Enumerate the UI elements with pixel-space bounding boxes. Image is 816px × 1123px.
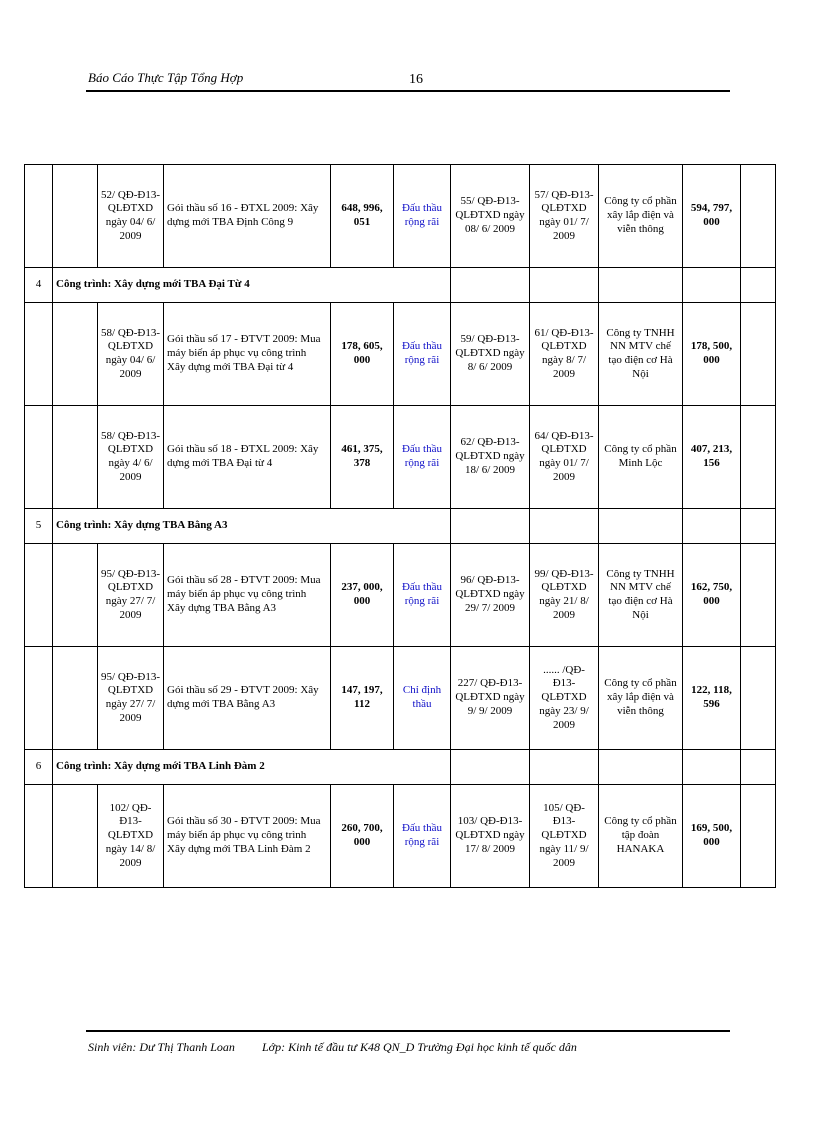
- empty-cell: [53, 647, 98, 750]
- selection-method: Chỉ định thầu: [394, 647, 451, 750]
- approval-decision: 102/ QĐ-Đ13-QLĐTXD ngày 14/ 8/ 2009: [98, 785, 164, 888]
- package-price: 178, 605, 000: [331, 303, 394, 406]
- empty-cell: [25, 303, 53, 406]
- plan-decision: 227/ QĐ-Đ13-QLĐTXD ngày 9/ 9/ 2009: [451, 647, 530, 750]
- empty-cell: [741, 750, 776, 785]
- empty-cell: [451, 509, 530, 544]
- result-decision: 57/ QĐ-Đ13-QLĐTXD ngày 01/ 7/ 2009: [530, 165, 599, 268]
- result-decision: 99/ QĐ-Đ13-QLĐTXD ngày 21/ 8/ 2009: [530, 544, 599, 647]
- package-price: 260, 700, 000: [331, 785, 394, 888]
- empty-cell: [683, 509, 741, 544]
- footer-class: Lớp: Kinh tế đầu tư K48 QN_D Trường Đại học kinh tế quốc dân: [262, 1040, 577, 1054]
- approval-decision: 58/ QĐ-Đ13-QLĐTXD ngày 4/ 6/ 2009: [98, 406, 164, 509]
- contract-value: 594, 797, 000: [683, 165, 741, 268]
- empty-cell: [25, 785, 53, 888]
- empty-cell: [53, 406, 98, 509]
- empty-cell: [741, 785, 776, 888]
- package-name: Gói thầu số 16 - ĐTXL 2009: Xây dựng mới TBA Định Công 9: [164, 165, 331, 268]
- contract-value: 122, 118, 596: [683, 647, 741, 750]
- plan-decision: 55/ QĐ-Đ13-QLĐTXD ngày 08/ 6/ 2009: [451, 165, 530, 268]
- package-row: [25, 303, 776, 406]
- approval-decision: 58/ QĐ-Đ13-QLĐTXD ngày 04/ 6/ 2009: [98, 303, 164, 406]
- empty-cell: [741, 544, 776, 647]
- selection-method: Đấu thầu rộng rãi: [394, 406, 451, 509]
- empty-cell: [53, 165, 98, 268]
- selection-method: Đấu thầu rộng rãi: [394, 303, 451, 406]
- group-title: Công trình: Xây dựng mới TBA Đại Từ 4: [53, 268, 451, 303]
- plan-decision: 59/ QĐ-Đ13-QLĐTXD ngày 8/ 6/ 2009: [451, 303, 530, 406]
- winning-contractor: Công ty cổ phần tập đoàn HANAKA: [599, 785, 683, 888]
- approval-decision: 95/ QĐ-Đ13-QLĐTXD ngày 27/ 7/ 2009: [98, 544, 164, 647]
- approval-decision: 95/ QĐ-Đ13-QLĐTXD ngày 27/ 7/ 2009: [98, 647, 164, 750]
- result-decision: 105/ QĐ-Đ13-QLĐTXD ngày 11/ 9/ 2009: [530, 785, 599, 888]
- empty-cell: [741, 268, 776, 303]
- empty-cell: [530, 268, 599, 303]
- package-price: 237, 000, 000: [331, 544, 394, 647]
- empty-cell: [25, 406, 53, 509]
- result-decision: 61/ QĐ-Đ13-QLĐTXD ngày 8/ 7/ 2009: [530, 303, 599, 406]
- empty-cell: [683, 750, 741, 785]
- package-name: Gói thầu số 29 - ĐTVT 2009: Xây dựng mới TBA Bằng A3: [164, 647, 331, 750]
- group-number: 6: [25, 750, 53, 785]
- winning-contractor: Công ty cổ phần Minh Lộc: [599, 406, 683, 509]
- group-row: [25, 268, 776, 303]
- package-row: [25, 406, 776, 509]
- winning-contractor: Công ty cổ phần xây lắp điện và viễn thông: [599, 647, 683, 750]
- selection-method: Đấu thầu rộng rãi: [394, 785, 451, 888]
- selection-method: Đấu thầu rộng rãi: [394, 544, 451, 647]
- contract-value: 162, 750, 000: [683, 544, 741, 647]
- group-row: [25, 750, 776, 785]
- empty-cell: [683, 268, 741, 303]
- package-name: Gói thầu số 17 - ĐTVT 2009: Mua máy biến áp phục vụ công trình Xây dựng mới TBA Đại từ 4: [164, 303, 331, 406]
- empty-cell: [741, 406, 776, 509]
- plan-decision: 62/ QĐ-Đ13-QLĐTXD ngày 18/ 6/ 2009: [451, 406, 530, 509]
- header-divider: [86, 90, 730, 92]
- package-row: [25, 785, 776, 888]
- empty-cell: [741, 647, 776, 750]
- empty-cell: [451, 268, 530, 303]
- winning-contractor: Công ty cổ phần xây lắp điện và viễn thông: [599, 165, 683, 268]
- page-number: 16: [409, 72, 423, 87]
- empty-cell: [530, 509, 599, 544]
- empty-cell: [599, 268, 683, 303]
- empty-cell: [25, 165, 53, 268]
- approval-decision: 52/ QĐ-Đ13-QLĐTXD ngày 04/ 6/ 2009: [98, 165, 164, 268]
- contract-value: 169, 500, 000: [683, 785, 741, 888]
- result-decision: ...... /QĐ-Đ13-QLĐTXD ngày 23/ 9/ 2009: [530, 647, 599, 750]
- package-price: 461, 375, 378: [331, 406, 394, 509]
- empty-cell: [741, 509, 776, 544]
- package-row: [25, 165, 776, 268]
- package-row: [25, 647, 776, 750]
- empty-cell: [25, 544, 53, 647]
- footer-student: Sinh viên: Dư Thị Thanh Loan: [88, 1040, 235, 1054]
- selection-method: Đấu thầu rộng rãi: [394, 165, 451, 268]
- contract-value: 178, 500, 000: [683, 303, 741, 406]
- group-title: Công trình: Xây dựng TBA Bằng A3: [53, 509, 451, 544]
- empty-cell: [599, 750, 683, 785]
- empty-cell: [451, 750, 530, 785]
- plan-decision: 96/ QĐ-Đ13-QLĐTXD ngày 29/ 7/ 2009: [451, 544, 530, 647]
- package-name: Gói thầu số 28 - ĐTVT 2009: Mua máy biến áp phục vụ công trình Xây dựng TBA Bằng A3: [164, 544, 331, 647]
- bidding-packages-table: [24, 164, 776, 888]
- package-row: [25, 544, 776, 647]
- empty-cell: [25, 647, 53, 750]
- empty-cell: [741, 303, 776, 406]
- result-decision: 64/ QĐ-Đ13-QLĐTXD ngày 01/ 7/ 2009: [530, 406, 599, 509]
- empty-cell: [530, 750, 599, 785]
- package-price: 648, 996, 051: [331, 165, 394, 268]
- contract-value: 407, 213, 156: [683, 406, 741, 509]
- plan-decision: 103/ QĐ-Đ13-QLĐTXD ngày 17/ 8/ 2009: [451, 785, 530, 888]
- empty-cell: [599, 509, 683, 544]
- report-title: Báo Cáo Thực Tập Tổng Hợp: [88, 70, 244, 85]
- empty-cell: [53, 785, 98, 888]
- winning-contractor: Công ty TNHH NN MTV chế tạo điện cơ Hà Nội: [599, 544, 683, 647]
- winning-contractor: Công ty TNHH NN MTV chế tạo điện cơ Hà Nội: [599, 303, 683, 406]
- group-number: 4: [25, 268, 53, 303]
- package-price: 147, 197, 112: [331, 647, 394, 750]
- empty-cell: [741, 165, 776, 268]
- package-name: Gói thầu số 18 - ĐTXL 2009: Xây dựng mới TBA Đại từ 4: [164, 406, 331, 509]
- group-row: [25, 509, 776, 544]
- group-title: Công trình: Xây dựng mới TBA Linh Đàm 2: [53, 750, 451, 785]
- empty-cell: [53, 303, 98, 406]
- package-name: Gói thầu số 30 - ĐTVT 2009: Mua máy biến áp phục vụ công trình Xây dựng mới TBA Linh Đàm 2: [164, 785, 331, 888]
- empty-cell: [53, 544, 98, 647]
- footer-divider: [86, 1030, 730, 1032]
- group-number: 5: [25, 509, 53, 544]
